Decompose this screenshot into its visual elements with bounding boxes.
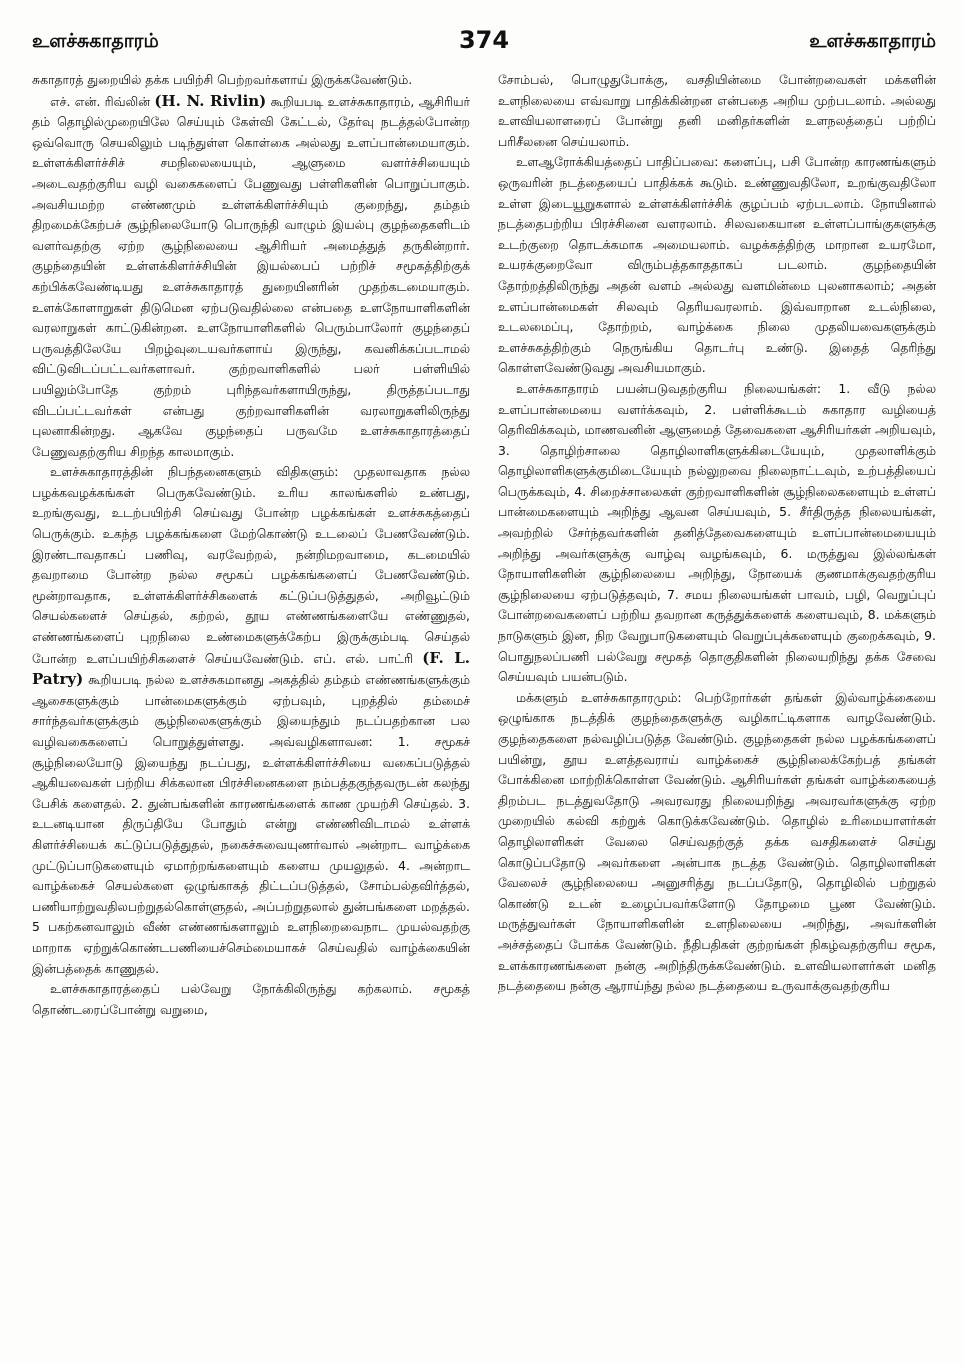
- latin-name: (F. L. Patry): [32, 648, 470, 689]
- paragraph-text: எச். என். ரிவ்லின்: [50, 93, 151, 109]
- paragraph-text: உளச்சுகாதாரத்தின் நிபந்தனைகளும் விதிகளும்: முதலாவதாக நல்ல பழக்கவழக்கங்கள் பெருகவேண்டும். உரிய காலங்களில் உண்பது, உறங்குவது, உடற்பயிற்சி செய்வது போன்ற பழக்கங்கள் உளச்சுகத்தைப் பெருக்கும். உகந்த பழக்கங்களை மேற்கொண்டு உடலைப் பேணவேண்டும். இரண்டாவதாகப் பணிவு, வரவேற்றல், நன்றிமறவாமை, கடமையில் தவறாமை போன்ற நல்ல சமூகப் பழக்கங்களைப் பேணவேண்டும். மூன்றாவதாக, உள்ளக்கிளர்ச்சிகளைக் கட்டுப்படுத்துதல், அறிவூட்டும் செயல்களைச் செய்தல், கற்றல், தூய எண்ணங்களையே எண்ணுதல், எண்ணங்களைப் புறநிலை உண்மைகளுக்கேற்ப இருக்கும்படி செய்தல் போன்ற உளப்பயிற்சிகளைச் செய்யவேண்டும். எப். எல். பாட்ரி: [32, 464, 470, 666]
- paragraph: [32, 91, 470, 463]
- right-column: [498, 70, 936, 1020]
- page-number: 374: [458, 26, 510, 54]
- paragraph: மக்களும் உளச்சுகாதாரமும்: பெற்றோர்கள் தங்கள் இல்வாழ்க்கையை ஒழுங்காக நடத்திக் குழந்தைகளுக்கு வழிகாட்டிகளாக வாழவேண்டும். குழந்தைகளை நல்வழிப்படுத்த வேண்டும். குழந்தைகள் நல்ல பழக்கங்களைப் பயின்று, தூய உளத்தவராய் வாழ்க்கைச் சூழ்நிலைக்கேற்பத் தங்கள் போக்கினை மாற்றிக்கொள்ள வேண்டும். ஆசிரியர்கள் தங்கள் வாழ்க்கையைத் திறம்பட நடத்துவதோடு அவரவரது நிலையறிந்து அவரவர்களுக்கு ஏற்ற முறையில் கல்வி கற்றுக் கொடுக்கவேண்டும். தொழில் உரிமையாளர்கள் தொழிலாளிகள் வேலை செய்வதற்குத் தக்க வசதிகளைச் செய்து கொடுப்பதோடு அவர்களை அன்பாக நடத்த வேண்டும். தொழிலாளிகள் வேலைச் சூழ்நிலையை அனுசரித்து நடப்பதோடு, தொழிலில் பற்றுதல் கொண்டு உடன் உழைப்பவர்களோடு தோழமை பூண வேண்டும். மருத்துவர்கள் நோயாளிகளின் உளநிலையை அறிந்து, அவர்களின் அச்சத்தைப் போக்க வேண்டும். நீதிபதிகள் குற்றங்கள் நிகழ்வதற்குரிய சமூக, உளக்காரணங்களை நன்கு அறிந்திருக்கவேண்டும். உளவியலாளர்கள் மனித நடத்தையை நன்கு ஆராய்ந்து நல்ல நடத்தையை உருவாக்குவதற்குரிய: [498, 689, 936, 994]
- latin-name: (H. N. Rivlin): [154, 91, 267, 110]
- paragraph: உளச்சுகாதாரத்தைப் பல்வேறு நோக்கிலிருந்து கற்கலாம். சமூகத் தொண்டரைப்போன்று வறுமை,: [32, 981, 470, 1017]
- paragraph-text: கூறியபடி நல்ல உளச்சுகமானது அகத்தில் தம்தம் எண்ணங்களுக்கும் ஆசைகளுக்கும் பான்மைகளுக்கும் ஏற்பவும், புறத்தில் தம்மைச் சார்ந்தவர்களுக்கும் சூழ்நிலைகளுக்கும் இயைந்தும் நடப்பதற்கான பல வழிவகைகளைப் பொறுத்துள்ளது. அவ்வழிகளாவன: 1. சமூகச் சூழ்நிலையோடு இயைந்து நடப்பது, உள்ளக்கிளர்ச்சியை வகைப்படுத்தல் ஆகியவைகள் பற்றிய சிக்கலான பிரச்சினைகளை நம்பத்தகுந்தவருடன் கலந்து பேசிக் களைதல். 2. துன்பங்களின் காரணங்களைக் காண முயற்சி செய்தல். 3. உடனடியான திருப்தியே போதும் என்று எண்ணிவிடாமல் உள்ளக் கிளர்ச்சியைக் கட்டுப்படுத்துதல், நகைச்சுவையுணர்வால் அன்றாட வாழ்க்கை முட்டுப்பாடுகளையும் ஏமாற்றங்களையும் களைய முயலுதல். 4. அன்றாட வாழ்க்கைச் செயல்களை ஒழுங்காகத் திட்டப்படுத்தல், சோம்பல்தவிர்த்தல், பணியாற்றுவதிலபற்றுதல்கொள்ளுதல், அப்பற்றுதலால் துன்பங்களை மறத்தல். 5 பகற்கனவாலும் வீண் எண்ணங்களாலும் உளநிறைவைநாட முயல்வதற்கு மாறாக ஏற்றுக்கொண்டபணியைச்செம்மையாகச் செய்வதில் வாழ்க்கையின் இன்பத்தைக் காணுதல்.: [32, 672, 470, 976]
- left-column: [32, 70, 470, 1020]
- paragraph-text: கூறியபடி உளச்சுகாதாரம், ஆசிரியர் தம் தொழில்முறையிலே செய்யும் கேள்வி கேட்டல், தேர்வு நடத்தல்போன்ற ஒவ்வொரு செயலிலும் படிந்துள்ள கொள்கை அல்லது உளப்பான்மையாகும். உள்ளக்கிளர்ச்சிச் சமநிலையையும், ஆளுமை வளர்ச்சியையும் அடைவதற்குரிய வழி வகைகளைப் பேணுவது பள்ளிகளின் பொறுப்பாகும். அவசியமற்ற எண்ணமும் உள்ளக்கிளர்ச்சியும் குறைந்து, தம்தம் திறமைக்கேற்பச் சூழ்நிலையோடு பொருந்தி வாழும் இயல்பு குழந்தைகளிடம் வளர்வதற்கு ஏற்ற சூழ்நிலையை ஆசிரியர் அமைத்துத் தருகின்றார். குழந்தையின் உள்ளக்கிளர்ச்சியின் இயல்பைப் பற்றிச் சமூகத்திற்குக் கற்பிக்கவேண்டியது உளச்சுகாதாரத் துறையினரின் முதற்கடமையாகும். உளக்கோளாறுகள் திடுமென ஏற்படுவதில்லை என்பதை உளநோயாளிகளின் வரலாறுகள் காட்டுகின்றன. உளநோயாளிகளில் பெரும்பாலோர் குழந்தைப் பருவத்திலேயே பிறழ்வுடையவர்களாய் இருந்து, கவனிக்கப்படாமல் விட்டுவிடப்பட்டவர்களாவர். குற்றவாளிகளில் பலர் பள்ளியில் பயிலும்போதே குற்றம் புரிந்தவர்களாயிருந்து, திருத்தப்படாது விடப்பட்டவர்கள் என்பது குற்றவாளிகளின் வரலாறுகளிலிருந்து புலனாகின்றது. ஆகவே குழந்தைப் பருவமே உளச்சுகாதாரத்தைப் பேணுவதற்குரிய சிறந்த காலமாகும்.: [32, 93, 470, 459]
- running-title-right: உளச்சுகாதாரம்: [809, 30, 936, 52]
- page-header: [32, 26, 936, 66]
- paragraph: உளச்சுகாதாரம் பயன்படுவதற்குரிய நிலையங்கள்: 1. வீடு நல்ல உளப்பான்மையை வளர்க்கவும், 2. பள்ளிக்கூடம் சுகாதார வழியைத் தெரிவிக்கவும், மாணவனின் ஆளுமைத் தேவைகளை ஆசிரியர்கள் அறியவும், 3. தொழிற்சாலை தொழிலாளிகளுக்கிடையேயும், முதலாளிக்கும் தொழிலாளிகளுக்குமிடையேயும் நல்லுறவை நிலைநாட்டவும், உற்பத்தியைப் பெருக்கவும், 4. சிறைச்சாலைகள் குற்றவாளிகளின் சூழ்நிலைகளையும் உள்ளப் பான்மைகளையும் அறிந்து ஆவன செய்யவும், 5. சீர்திருத்த நிலையங்கள், அவற்றில் சேர்ந்தவர்களின் தனித்தேவைகளையும் உளப்பான்மையையும் அறிந்து அவர்களுக்கு வாழ்வு வழங்கவும், 6. மருத்துவ இல்லங்கள் நோயாளிகளின் சூழ்நிலையை அறிந்து, நோயைக் குணமாக்குவதற்குரிய சூழ்நிலையை ஏற்படுத்தவும், 7. சமய நிலையங்கள் பாவம், பழி, வெறுப்புப் போன்றவைகளைப் பற்றிய தவறான கருத்துக்களைக் களையவும், 8. மக்களும் நாடுகளும் இன, நிற வேறுபாடுகளையும் வெறுப்புக்களையும் குறைக்கவும், 9. பொதுநலப்பணி பல்வேறு சமூகத் தொகுதிகளின் நிலையறிந்து தக்க சேவை செய்யவும் பயன்படும்.: [498, 380, 936, 685]
- two-column-body: [32, 70, 936, 1020]
- paragraph: சுகாதாரத் துறையில் தக்க பயிற்சி பெற்றவர்களாய் இருக்கவேண்டும்.: [32, 72, 413, 87]
- paragraph: உளஆரோக்கியத்தைப் பாதிப்பவை: களைப்பு, பசி போன்ற காரணங்களும் ஒருவரின் நடத்தையைப் பாதிக்கக் கூடும். உண்ணுவதிலோ, உறங்குவதிலோ உள்ள இடையூறுகளால் உள்ளக்கிளர்ச்சிக் குழப்பம் ஏற்படலாம். நோயினால் நடத்தைபற்றிய பிரச்சினை வளரலாம். சிலவகையான உள்ளப்பாங்குகளுக்கு உடற்குறை தொடக்கமாக அமையலாம். வழக்கத்திற்கு மாறான உயரமோ, உயரக்குறைவோ விரும்பத்தகாததாகப் படலாம். குழந்தையின் தோற்றத்திலிருந்து அதன் வளம் அல்லது வளமின்மை புலனாகலாம்; அதன் உளப்பான்மைகள் சிலவும் தெரியவரலாம். இவ்வாறான உடல்நிலை, உடலமைப்பு, தோற்றம், வாழ்க்கை நிலை முதலியவைகளுக்கும் உளச்சுகத்திற்கும் நெருங்கிய தொடர்பு உண்டு. இதைத் தெரிந்து கொள்ளவேண்டுவது அவசியமாகும்.: [498, 154, 936, 376]
- paragraph: சோம்பல், பொழுதுபோக்கு, வசதியின்மை போன்றவைகள் மக்களின் உளநிலையை எவ்வாறு பாதிக்கின்றன என்பதை அறிய முற்படலாம். அல்லது உளவியலாளரைப் போன்று தனி மனிதர்களின் உளநலத்தைப் பற்றிப் பரிசீலனை செய்யலாம்.: [498, 72, 936, 149]
- running-title-left: உளச்சுகாதாரம்: [32, 30, 159, 52]
- paragraph: [32, 462, 470, 979]
